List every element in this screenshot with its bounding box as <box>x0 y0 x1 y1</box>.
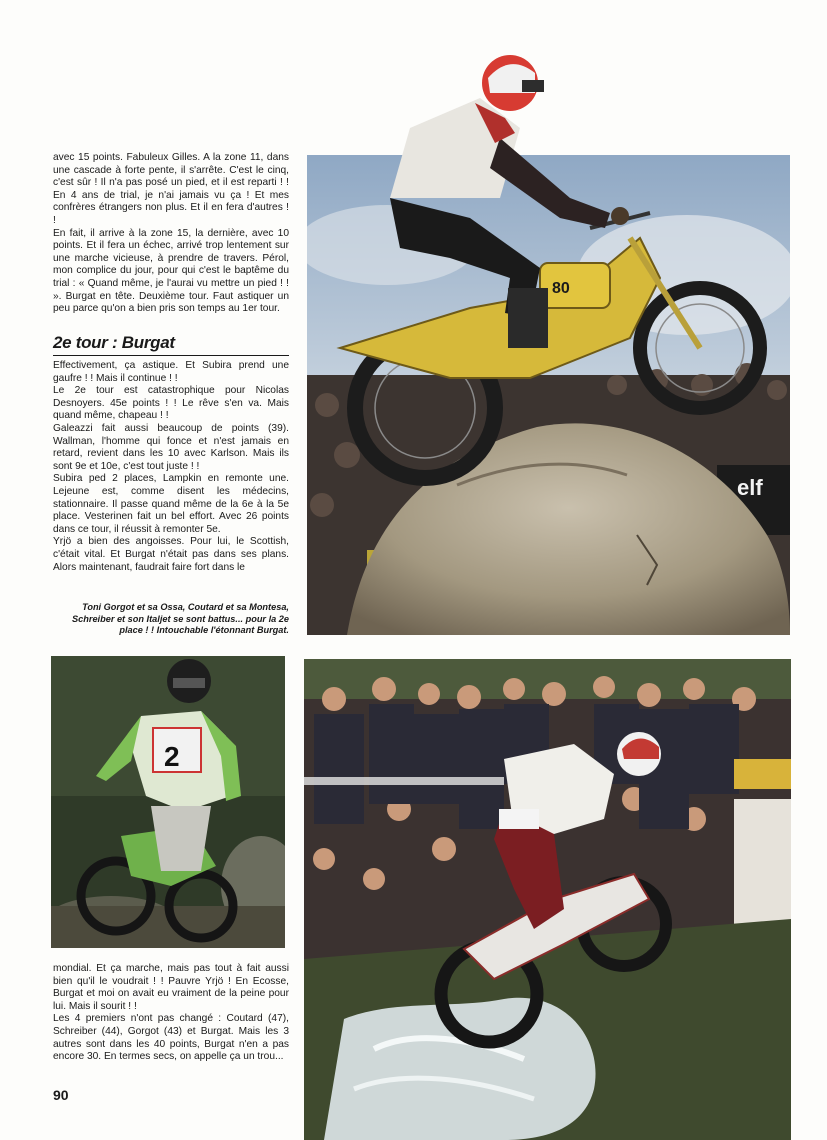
paragraph: En fait, il arrive à la zone 15, la dernière, avec 10 points. Et il fera un échec, arrivé trop lentement sur une marche vicieuse, à prendre de travers. Pérol, mon complice du jour, pour qui c'est le baptême du trial : « Quand même, je l'aurai vu mettre un pied ! ! ». Burgat en tête. Deuxième tour. Faut astiquer un peu parce qu'on a bien pris son temps au 1er tour. <box>53 227 289 315</box>
article-text-bottom <box>53 963 289 1064</box>
paragraph: Le 2e tour est catastrophique pour Nicolas Desnoyers. 45e points ! ! Le rêve s'en va. Mais quand même, chapeau ! ! <box>53 385 289 422</box>
page-number: 90 <box>53 1087 69 1103</box>
paragraph: Effectivement, ça astique. Et Subira prend une gaufre ! ! Mais il continue ! ! <box>53 360 289 384</box>
photo-green-rider-illustration <box>51 656 285 948</box>
bib-number: 2 <box>164 741 180 772</box>
paragraph: Galeazzi fait aussi beaucoup de points (39). Wallman, l'homme qui fonce et n'est jamais en retard, revient dans les 10 avec Karlson. Mais ils sont 9e et 10e, c'est tout juste ! ! <box>53 422 289 472</box>
photo-rider-in-stream <box>304 659 791 1140</box>
photo-green-rider <box>51 656 285 948</box>
elf-banner-text: elf <box>737 475 763 500</box>
number-plate-text: 80 <box>552 280 570 297</box>
paragraph: avec 15 points. Fabuleux Gilles. A la zone 11, dans une cascade à forte pente, il s'arrête. C'est le cinq, c'est sûr ! Il n'a pas posé un pied, et il est reparti ! ! En 4 ans de trial, je n'ai jamais vu ça ! Et mes confrères étrangers non plus. Et il en fera d'autres ! ! <box>53 152 289 226</box>
paragraph: mondial. Et ça marche, mais pas tout à fait aussi bien qu'il le voudrait ! ! Pauvre Yrjö ! En Ecosse, Burgat et moi on avait eu vraiment de la peine pour lui. Mais il sourit ! ! <box>53 963 289 1012</box>
rider-on-yellow-bike-illustration <box>330 48 770 498</box>
paragraph: Les 4 premiers n'ont pas changé : Coutard (47), Schreiber (44), Gorgot (43) et Burgat. Mais les 3 autres sont dans les 40 points, Burgat n'en a pas encore 30. En termes secs, on appelle ça un trou... <box>53 1013 289 1063</box>
section-heading: 2e tour : Burgat <box>53 333 289 356</box>
article-text-middle <box>53 329 289 574</box>
photo-rider-in-stream-illustration <box>304 659 791 1140</box>
paragraph: Yrjö a bien des angoisses. Pour lui, le Scottish, c'était vital. Et Burgat n'était pas dans ses plans. Alors maintenant, faudrait faire fort dans le <box>53 536 289 573</box>
photo-caption: Toni Gorgot et sa Ossa, Coutard et sa Montesa, Schreiber et son Italjet se sont battus... pour la 2e place ! ! Intouchable l'étonnant Burgat. <box>72 602 289 636</box>
paragraph: Subira ped 2 places, Lampkin en remonte une. Lejeune est, comme disent les médecins, stationnaire. Il passe quand même de la 6e à la 5e place. Vesterinen fait un bel effort. Avec 26 points dans ce tour, il réussit à remonter 5e. <box>53 473 289 535</box>
article-text-top <box>53 152 289 316</box>
